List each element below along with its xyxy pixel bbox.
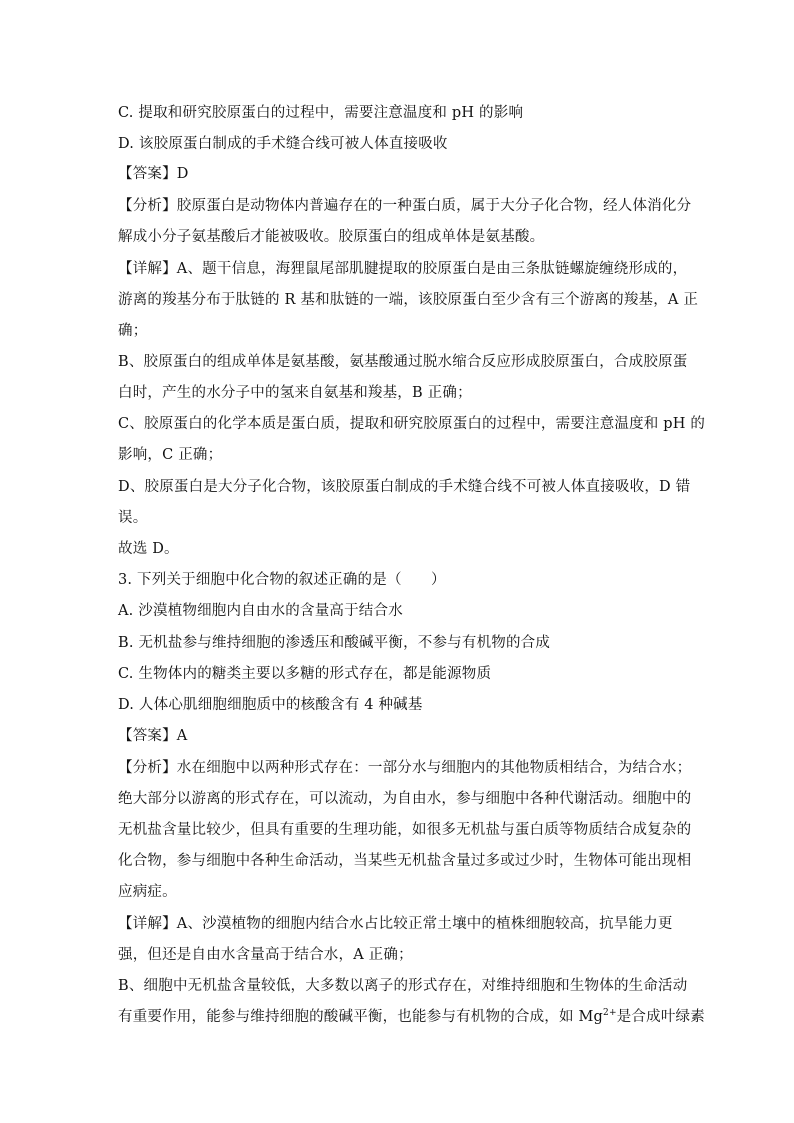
q2-detail-line: 白时，产生的水分子中的氢来自氨基和羧基，B 正确；: [118, 385, 472, 401]
q2-detail-line: 游离的羧基分布于肽链的 R 基和肽链的一端，该胶原蛋白至少含有三个游离的羧基，A 正: [118, 292, 699, 308]
q2-analysis-line: 解成小分子氨基酸后才能被吸收。胶原蛋白的组成单体是氨基酸。: [118, 229, 545, 245]
q2-conclusion: 故选 D。: [118, 541, 179, 557]
q2-option-c: C. 提取和研究胶原蛋白的过程中，需要注意温度和 pH 的影响: [118, 105, 524, 121]
q2-option-d: D. 该胶原蛋白制成的手术缝合线可被人体直接吸收: [118, 136, 448, 152]
q3-option-c: C. 生物体内的糖类主要以多糖的形式存在，都是能源物质: [118, 666, 492, 682]
q3-analysis-line: 【分析】水在细胞中以两种形式存在：一部分水与细胞内的其他物质相结合，为结合水；: [118, 760, 692, 776]
q3-option-b: B. 无机盐参与维持细胞的渗透压和酸碱平衡，不参与有机物的合成: [118, 635, 551, 651]
q3-detail-line-last: [118, 1007, 705, 1027]
q3-answer: 【答案】A: [118, 728, 188, 744]
q3-detail-line: B、细胞中无机盐含量较低，大多数以离子的形式存在，对维持细胞和生物体的生命活动: [118, 978, 688, 994]
q2-detail-line: D、胶原蛋白是大分子化合物，该胶原蛋白制成的手术缝合线不可被人体直接吸收，D 错: [118, 479, 691, 495]
q2-answer: 【答案】D: [118, 166, 189, 182]
q3-detail-text: 是合成叶绿素: [616, 1009, 705, 1025]
q2-detail-line: 影响，C 正确；: [118, 447, 223, 463]
q2-analysis-line: 【分析】胶原蛋白是动物体内普遍存在的一种蛋白质，属于大分子化合物，经人体消化分: [118, 198, 692, 214]
q2-detail-line: B、胶原蛋白的组成单体是氨基酸，氨基酸通过脱水缩合反应形成胶原蛋白，合成胶原蛋: [118, 354, 688, 370]
q3-analysis-line: 化合物，参与细胞中各种生命活动，当某些无机盐含量过多或过少时，生物体可能出现相: [118, 853, 692, 869]
q3-analysis-line: 应病症。: [118, 884, 177, 900]
q2-detail-line: C、胶原蛋白的化学本质是蛋白质，提取和研究胶原蛋白的过程中，需要注意温度和 pH 的: [118, 416, 706, 432]
q3-detail-text: 有重要作用，能参与维持细胞的酸碱平衡，也能参与有机物的合成，如 Mg: [118, 1009, 604, 1025]
q3-option-a: A. 沙漠植物细胞内自由水的含量高于结合水: [118, 603, 403, 619]
q3-detail-line: 强，但还是自由水含量高于结合水，A 正确；: [118, 947, 413, 963]
q3-option-d: D. 人体心肌细胞细胞质中的核酸含有 4 种碱基: [118, 697, 423, 713]
ion-charge-superscript: 2+: [603, 1008, 617, 1019]
q2-detail-line: 确；: [118, 323, 148, 339]
q3-analysis-line: 绝大部分以游离的形式存在，可以流动，为自由水，参与细胞中各种代谢活动。细胞中的: [118, 791, 692, 807]
q3-stem: 3. 下列关于细胞中化合物的叙述正确的是（ ）: [118, 572, 446, 588]
q3-detail-line: 【详解】A、沙漠植物的细胞内结合水占比较正常土壤中的植株细胞较高，抗旱能力更: [118, 916, 673, 932]
q2-detail-line: 【详解】A、题干信息，海狸鼠尾部肌腱提取的胶原蛋白是由三条肽链螺旋缠绕形成的，: [118, 261, 688, 277]
q3-analysis-line: 无机盐含量比较少，但具有重要的生理功能，如很多无机盐与蛋白质等物质结合成复杂的: [118, 822, 692, 838]
q2-detail-line: 误。: [118, 510, 148, 526]
